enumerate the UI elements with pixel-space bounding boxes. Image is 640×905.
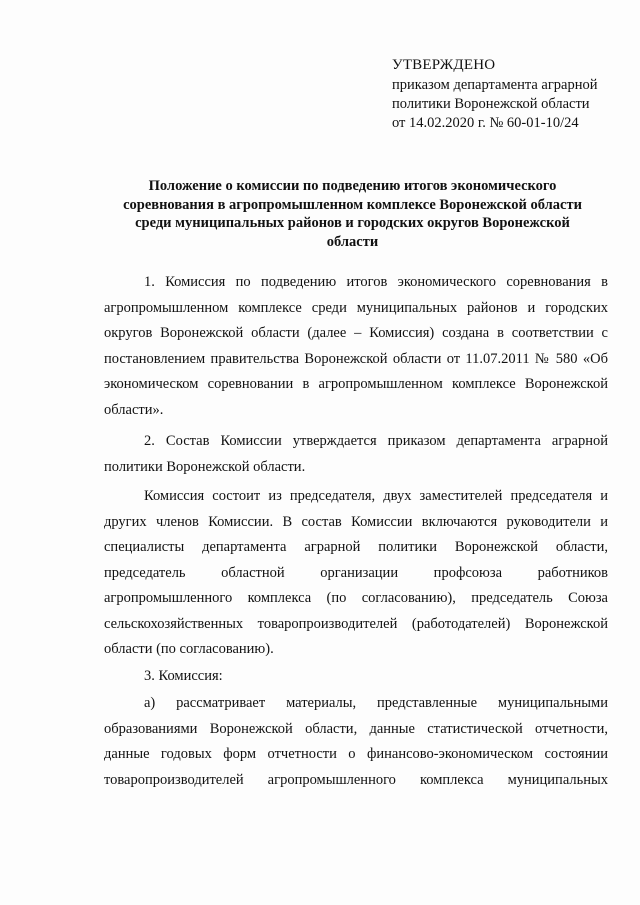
text-line: области». <box>104 401 164 418</box>
text-line: области (по согласованию). <box>104 641 274 657</box>
paragraph-4 <box>104 664 608 690</box>
paragraph-2 <box>104 429 608 480</box>
paragraph-5 <box>104 691 608 793</box>
text-line: Комиссия состоит из председателя, двух заместителей председателя и <box>144 488 608 504</box>
text-line: других членов Комиссии. В состав Комиссии включаются руководители и <box>104 513 608 530</box>
title-line: области <box>326 233 379 250</box>
document-title <box>100 177 605 251</box>
text-line: 1. Комиссия по подведению итогов экономического соревнования в <box>144 274 608 290</box>
text-line: а) рассматривает материалы, представленные муниципальными <box>144 695 608 711</box>
approval-line: от 14.02.2020 г. № 60-01-10/24 <box>392 115 579 131</box>
title-line: среди муниципальных районов и городских округов Воронежской <box>135 215 570 231</box>
title-line: соревнования в агропромышленном комплексе Воронежской области <box>123 196 582 213</box>
title-line: Положение о комиссии по подведению итогов экономического <box>148 178 557 194</box>
approval-heading: УТВЕРЖДЕНО <box>392 57 496 73</box>
text-line: экономическом соревновании в агропромышленном комплексе Воронежской <box>104 376 608 392</box>
text-line: товаропроизводителей агропромышленного комплекса муниципальных <box>104 771 608 788</box>
text-line: политики Воронежской области. <box>104 458 306 475</box>
text-line: постановлением правительства Воронежской области от 11.07.2011 № 580 «Об <box>104 350 608 367</box>
paragraph-1 <box>104 270 608 423</box>
text-line: сельскохозяйственных товаропроизводителей (работодателей) Воронежской <box>104 615 608 632</box>
text-line: округов Воронежской области (далее – Комиссия) создана в соответствии с <box>104 325 608 341</box>
text-line: 2. Состав Комиссии утверждается приказом департамента аграрной <box>144 433 608 449</box>
approval-stamp <box>392 56 632 133</box>
text-line: председатель областной организации профсоюза работников <box>104 564 608 581</box>
approval-line: политики Воронежской области <box>392 96 590 112</box>
paragraph-3 <box>104 484 608 663</box>
approval-line: приказом департамента аграрной <box>392 77 598 93</box>
text-line: агропромышленного комплекса (по согласованию), председатель Союза <box>104 590 608 606</box>
text-line: образованиями Воронежской области, данные статистической отчетности, <box>104 720 608 737</box>
text-line: агропромышленном комплексе среди муниципальных районов и городских <box>104 299 608 316</box>
text-line: 3. Комиссия: <box>144 668 223 684</box>
text-line: данные годовых форм отчетности о финансово-экономическом состоянии <box>104 746 608 762</box>
text-line: специалисты департамента аграрной политики Воронежской области, <box>104 539 608 555</box>
